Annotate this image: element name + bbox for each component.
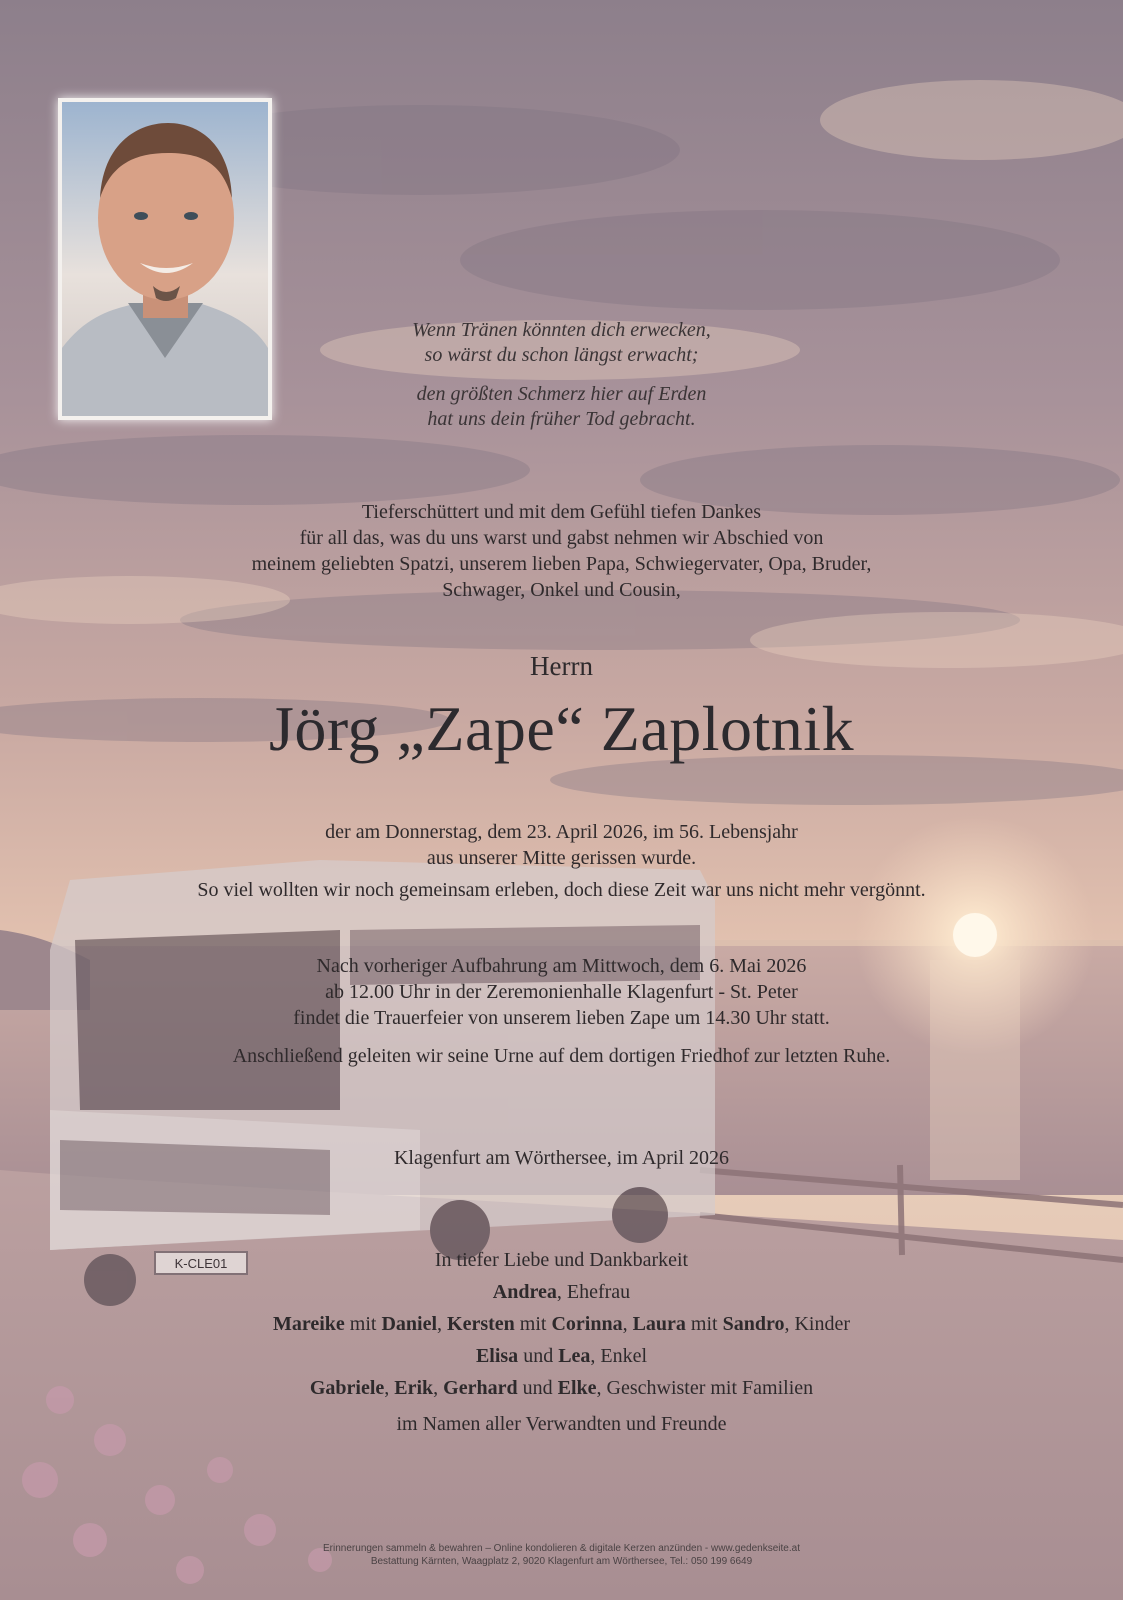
child-name: Kersten	[447, 1313, 515, 1335]
ceremony-line: findet die Trauerfeier von unserem lieben Zape um 14.30 Uhr statt.	[293, 1007, 830, 1029]
ceremony-line: Nach vorheriger Aufbahrung am Mittwoch, dem 6. Mai 2026	[316, 955, 807, 977]
connector: und	[518, 1345, 559, 1367]
grandchildren-role: , Enkel	[590, 1345, 648, 1367]
partner-name: Corinna	[551, 1313, 623, 1335]
intro-line: meinem geliebten Spatzi, unserem lieben Papa, Schwiegervater, Opa, Bruder,	[251, 553, 872, 575]
partner-name: Daniel	[381, 1313, 438, 1335]
mourner-grandchildren	[0, 1340, 1123, 1372]
poem-line: Wenn Tränen könnten dich erwecken,	[412, 319, 711, 341]
footer-line: Bestattung Kärnten, Waagplatz 2, 9020 Klagenfurt am Wörthersee, Tel.: 050 199 6649	[370, 1556, 753, 1567]
death-notice	[0, 819, 1123, 871]
child-name: Mareike	[272, 1313, 345, 1335]
poem-stanza-1	[0, 318, 1123, 368]
poem-stanza-2	[0, 382, 1123, 432]
death-line: aus unserer Mitte gerissen wurde.	[426, 847, 697, 869]
grandchild-name: Elisa	[475, 1345, 519, 1367]
connector: und	[517, 1377, 558, 1399]
connector: mit	[514, 1313, 552, 1335]
wife-name: Andrea	[492, 1281, 557, 1303]
wife-role: , Ehefrau	[556, 1281, 631, 1303]
place-date: Klagenfurt am Wörthersee, im April 2026	[393, 1147, 730, 1169]
child-name: Laura	[632, 1313, 686, 1335]
intro-line: Schwager, Onkel und Cousin,	[442, 579, 681, 601]
footer	[0, 1542, 1123, 1568]
connector: mit	[344, 1313, 382, 1335]
ceremony-line: ab 12.00 Uhr in der Zeremonienhalle Klagenfurt - St. Peter	[325, 981, 798, 1003]
poem-line: so wärst du schon längst erwacht;	[424, 344, 699, 366]
death-line-sentiment: So viel wollten wir noch gemeinsam erleben, doch diese Zeit war uns nicht mehr vergönnt.	[197, 879, 926, 901]
partner-name: Sandro	[722, 1313, 785, 1335]
sibling-name: Gerhard	[443, 1377, 518, 1399]
deceased-name: Jörg „Zape“ Zaplotnik	[268, 693, 855, 764]
separator: ,	[433, 1377, 444, 1399]
poem-line: hat uns dein früher Tod gebracht.	[427, 408, 696, 430]
sibling-name: Erik	[394, 1377, 434, 1399]
farewell-intro	[0, 499, 1123, 603]
footer-line: Erinnerungen sammeln & bewahren – Online kondolieren & digitale Kerzen anzünden - www.gedenkseite.at	[323, 1543, 800, 1554]
siblings-role: , Geschwister mit Familien	[596, 1377, 814, 1399]
children-role: , Kinder	[784, 1313, 851, 1335]
death-line: der am Donnerstag, dem 23. April 2026, im 56. Lebensjahr	[325, 821, 798, 843]
ceremony-details	[0, 953, 1123, 1031]
mourners-closing: im Namen aller Verwandten und Freunde	[396, 1413, 727, 1435]
poem-line: den größten Schmerz hier auf Erden	[416, 383, 707, 405]
mourners-list	[0, 1244, 1123, 1440]
salutation: Herrn	[530, 651, 593, 681]
separator: ,	[622, 1313, 633, 1335]
portrait-photo	[58, 98, 272, 420]
grandchild-name: Lea	[558, 1345, 591, 1367]
separator: ,	[437, 1313, 448, 1335]
connector: mit	[685, 1313, 723, 1335]
license-plate: K-CLE01	[174, 1256, 228, 1271]
sibling-name: Elke	[557, 1377, 597, 1399]
mourners-intro: In tiefer Liebe und Dankbarkeit	[434, 1249, 689, 1271]
separator: ,	[384, 1377, 395, 1399]
burial-note: Anschließend geleiten wir seine Urne auf dem dortigen Friedhof zur letzten Ruhe.	[232, 1045, 891, 1067]
mourner-siblings	[0, 1372, 1123, 1404]
intro-line: Tieferschüttert und mit dem Gefühl tiefen Dankes	[361, 501, 762, 523]
sibling-name: Gabriele	[309, 1377, 385, 1399]
mourner-children	[0, 1308, 1123, 1340]
intro-line: für all das, was du uns warst und gabst nehmen wir Abschied von	[299, 527, 824, 549]
mourner-wife	[0, 1276, 1123, 1308]
